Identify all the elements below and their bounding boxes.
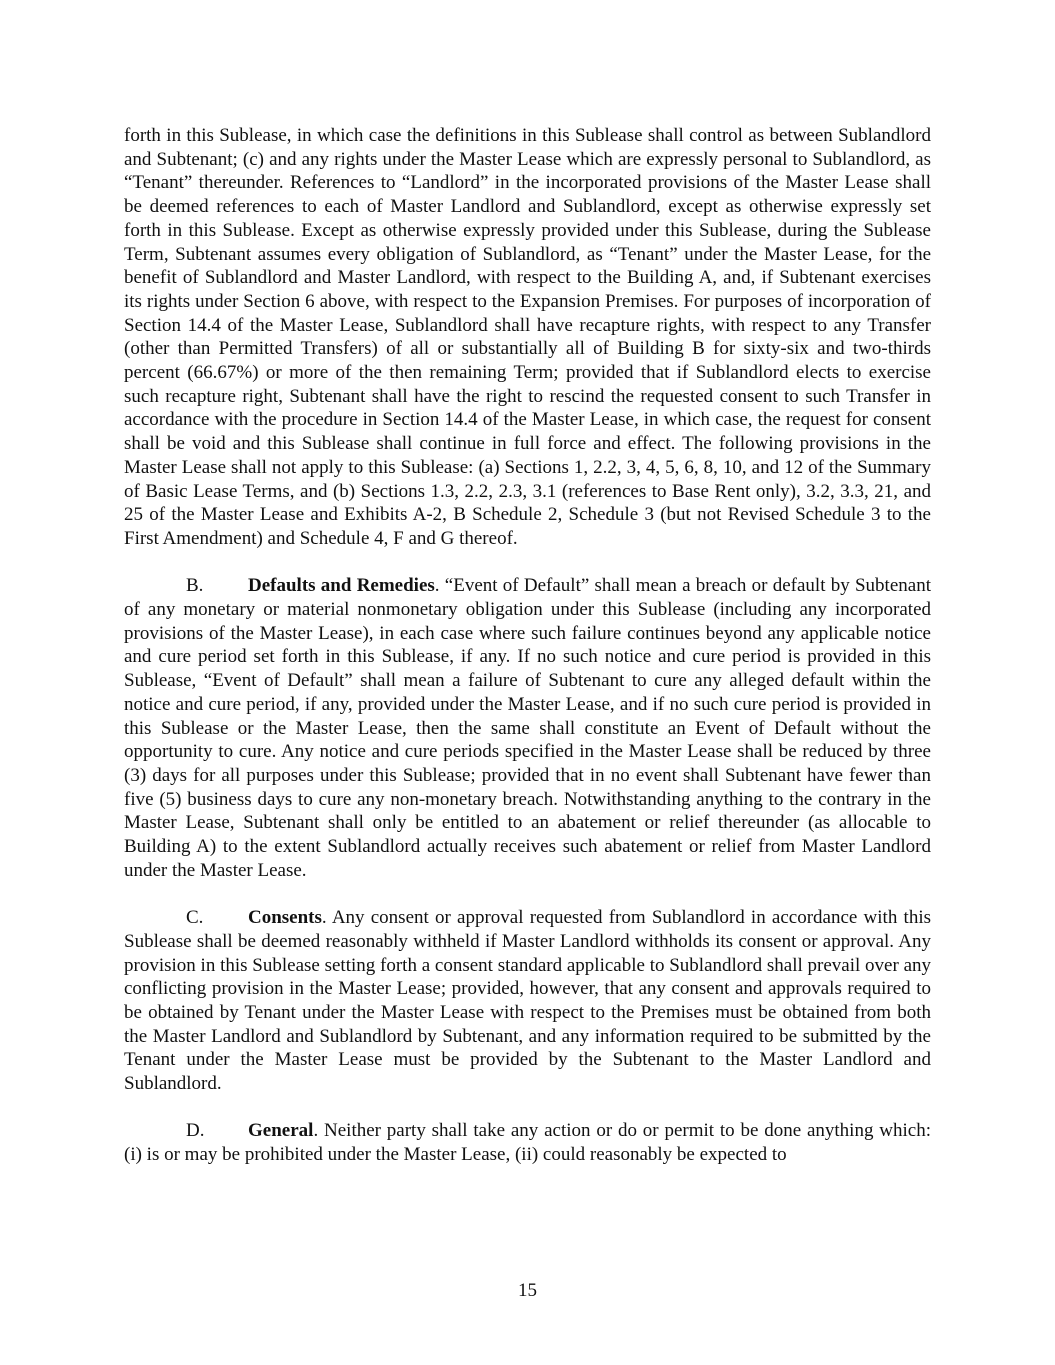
section-d-heading: General (248, 1120, 314, 1142)
section-c-paragraph (124, 906, 931, 1096)
section-b-body: . “Event of Default” shall mean a breach or default by Subtenant of any monetary or material nonmonetary obligation under this Sublease (including any incorporated provisions of the Master Lease), in each case where such failure continues beyond any applicable notice and cure period set forth in this Sublease, if any. If no such notice and cure period is provided in this Sublease, “Event of Default” shall mean a failure of Subtenant to cure any alleged default within the notice and cure period, if any, provided under the Master Lease, and if no such cure period is provided in this Sublease or the Master Lease, then the same shall constitute an Event of Default without the opportunity to cure. Any notice and cure periods specified in the Master Lease shall be reduced by three (3) days for all purposes under this Sublease; provided that in no event shall Subtenant have fewer than five (5) business days to cure any non-monetary breach. Notwithstanding anything to the contrary in the Master Lease, Subtenant shall only be entitled to an abatement or relief thereunder (as allocable to Building A) to the extent Sublandlord actually receives such abatement or relief from Master Landlord under the Master Lease. (124, 575, 931, 881)
section-b-letter: B. (186, 575, 204, 597)
section-c-letter: C. (186, 907, 204, 929)
section-d-letter: D. (186, 1120, 205, 1142)
section-c-heading: Consents (248, 907, 322, 929)
section-b-heading: Defaults and Remedies (248, 575, 435, 597)
continued-paragraph: forth in this Sublease, in which case the definitions in this Sublease shall control as between Sublandlord and Subtenant; (c) and any rights under the Master Lease which are expressly personal to Sublandlord, as “Tenant” thereunder. References to “Landlord” in the incorporated provisions of the Master Lease shall be deemed references to each of Master Landlord and Sublandlord, except as otherwise expressly set forth in this Sublease. Except as otherwise expressly provided under this Sublease, during the Sublease Term, Subtenant assumes every obligation of Sublandlord, as “Tenant” under the Master Lease, for the benefit of Sublandlord and Master Landlord, with respect to the Building A, and, if Subtenant exercises its rights under Section 6 above, with respect to the Expansion Premises. For purposes of incorporation of Section 14.4 of the Master Lease, Sublandlord shall have recapture rights, with respect to any Transfer (other than Permitted Transfers) of all or substantially all of Building B for sixty-six and two-thirds percent (66.67%) or more of the then remaining Term; provided that if Sublandlord elects to exercise such recapture right, Subtenant shall have the right to rescind the requested consent to such Transfer in accordance with the procedure in Section 14.4 of the Master Lease, in which case, the request for consent shall be void and this Sublease shall continue in full force and effect. The following provisions in the Master Lease shall not apply to this Sublease: (a) Sections 1, 2.2, 3, 4, 5, 6, 8, 10, and 12 of the Summary of Basic Lease Terms, and (b) Sections 1.3, 2.2, 2.3, 3.1 (references to Base Rent only), 3.2, 3.3, 21, and 25 of the Master Lease and Exhibits A-2, B Schedule 2, Schedule 3 (but not Revised Schedule 3 to the First Amendment) and Schedule 4, F and G thereof. (124, 125, 931, 549)
document-page (124, 124, 931, 1191)
page-number: 15 (518, 1280, 537, 1301)
section-c-body: . Any consent or approval requested from Sublandlord in accordance with this Sublease shall be deemed reasonably withheld if Master Landlord withholds its consent or approval. Any provision in this Sublease setting forth a consent standard applicable to Sublandlord shall prevail over any conflicting provision in the Master Lease; provided, however, that any consent and approvals required to be obtained by Tenant under the Master Lease with respect to the Premises must be obtained from both the Master Landlord and Sublandlord by Subtenant, and any information required to be submitted by the Tenant under the Master Lease must be provided by the Subtenant to the Master Landlord and Sublandlord. (124, 907, 931, 1095)
section-d-body: . Neither party shall take any action or do or permit to be done anything which: (i) is or may be prohibited under the Master Lease, (ii) could reasonably be expected to (124, 1120, 931, 1166)
section-b-paragraph (124, 574, 931, 882)
section-d-paragraph (124, 1119, 931, 1166)
